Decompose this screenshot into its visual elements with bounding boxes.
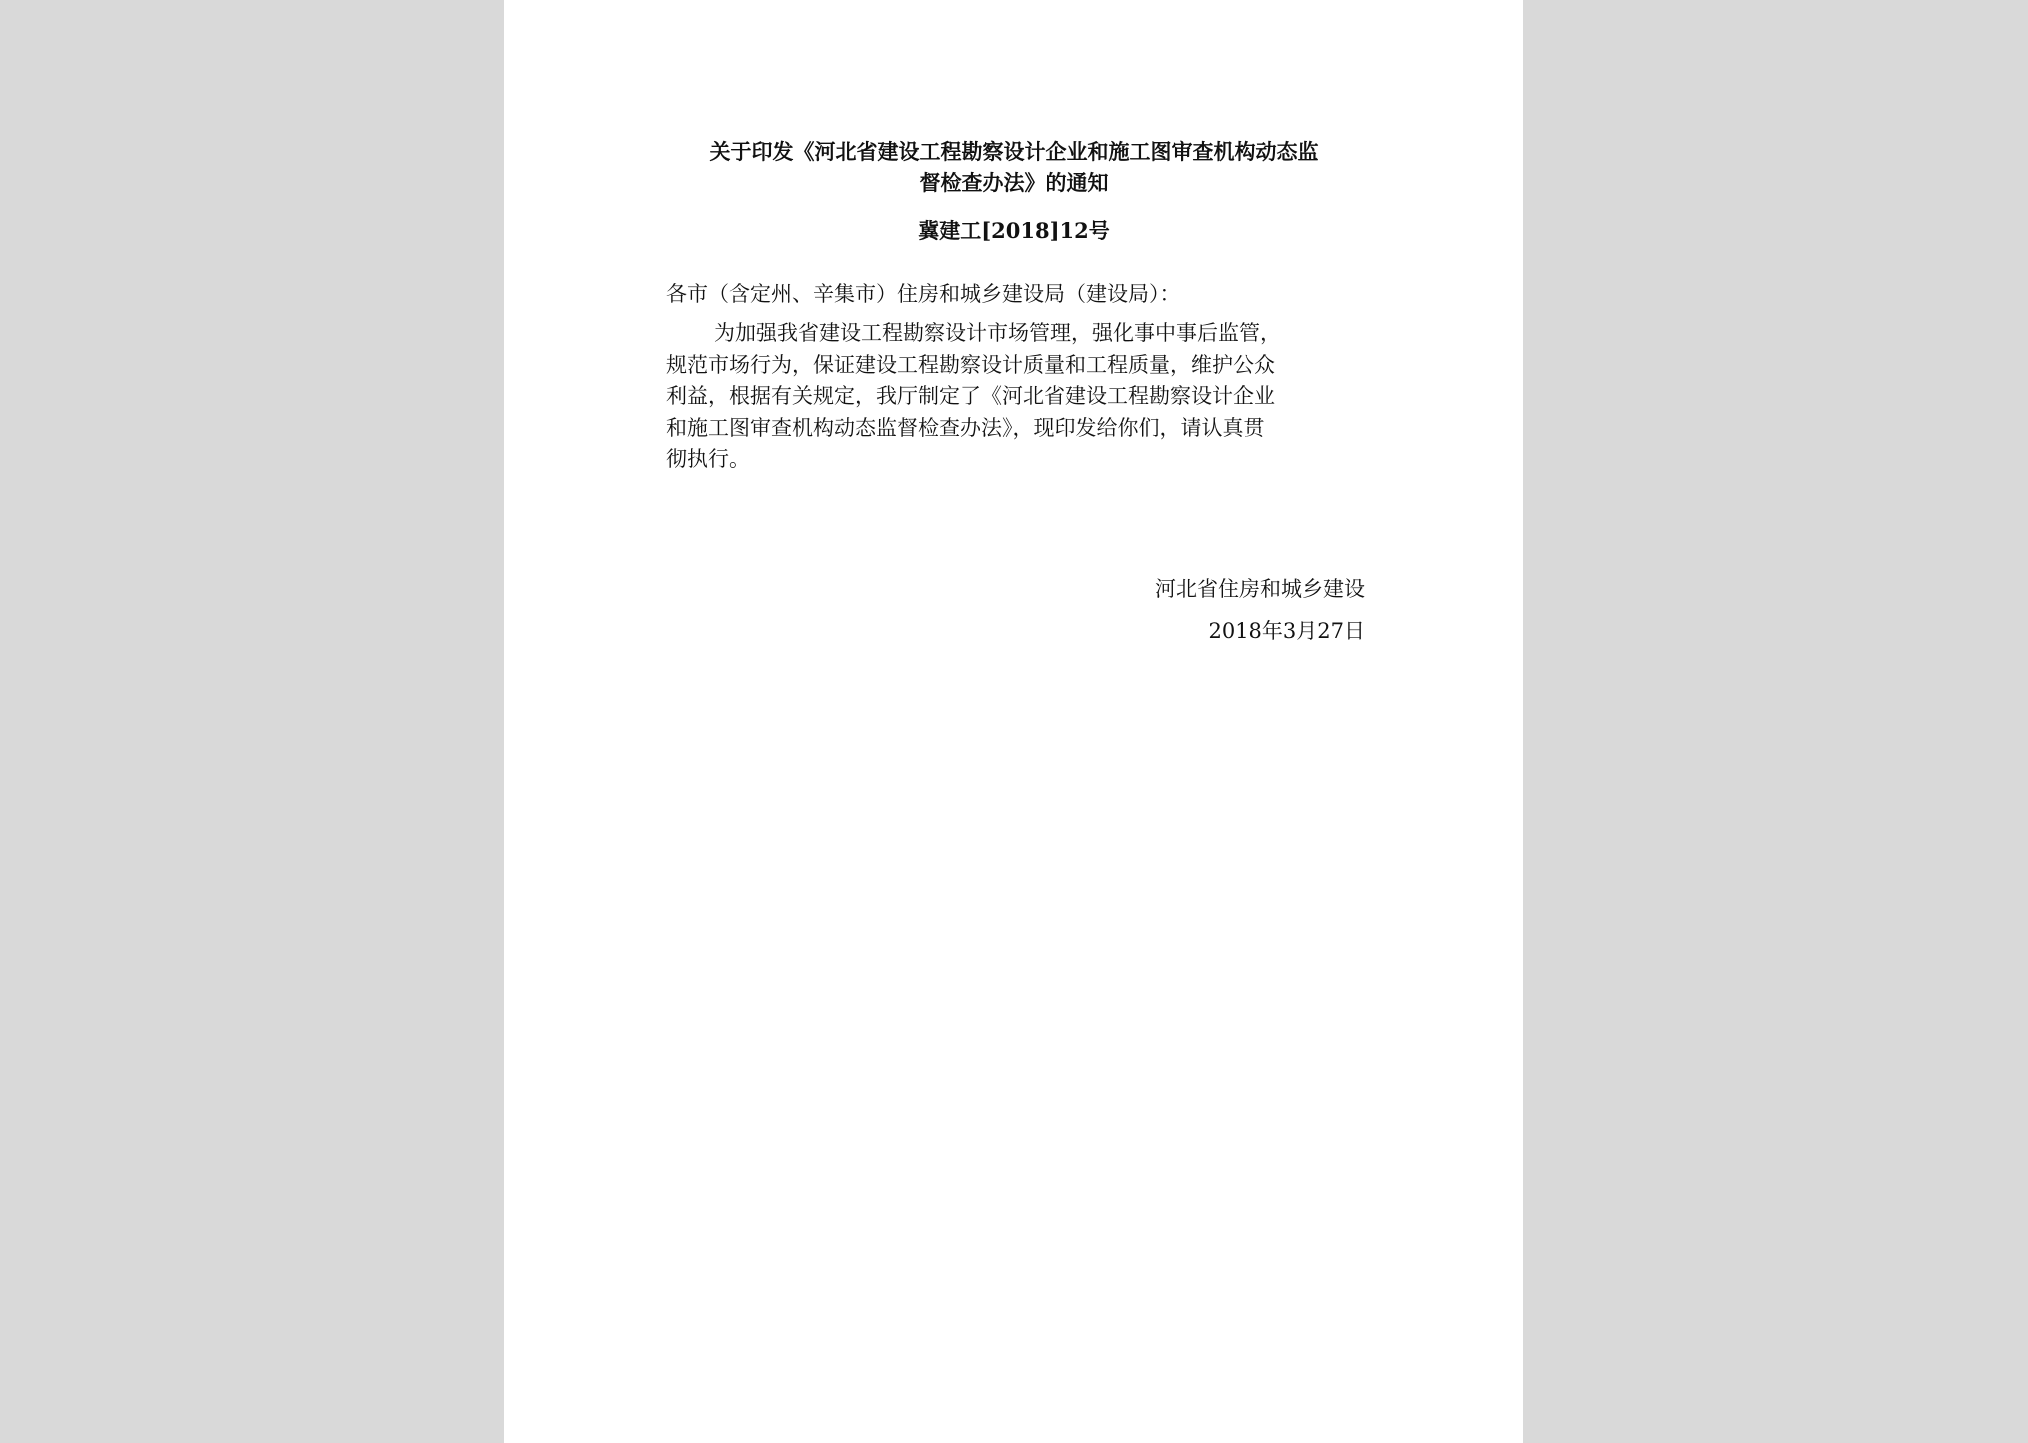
document-body	[666, 318, 1366, 476]
body-line: 彻执行。	[666, 447, 750, 471]
body-line: 利益，根据有关规定，我厅制定了《河北省建设工程勘察设计企业	[666, 384, 1275, 408]
issuer-name: 河北省住房和城乡建设	[1155, 577, 1365, 601]
document-title	[664, 136, 1364, 198]
body-line: 为加强我省建设工程勘察设计市场管理，强化事中事后监管，	[714, 321, 1281, 345]
title-line: 关于印发《河北省建设工程勘察设计企业和施工图审查机构动态监	[709, 139, 1319, 164]
addressee: 各市（含定州、辛集市）住房和城乡建设局（建设局）：	[666, 282, 1181, 306]
document-number: 冀建工[2018]12号	[918, 218, 1110, 243]
title-line: 督检查办法》的通知	[919, 170, 1109, 195]
document-page	[504, 0, 1523, 1443]
issue-date: 2018年3月27日	[1208, 619, 1365, 643]
body-line: 规范市场行为，保证建设工程勘察设计质量和工程质量，维护公众	[666, 352, 1275, 377]
signature-block	[1155, 568, 1365, 652]
body-line: 和施工图审查机构动态监督检查办法》，现印发给你们，请认真贯	[666, 415, 1265, 440]
